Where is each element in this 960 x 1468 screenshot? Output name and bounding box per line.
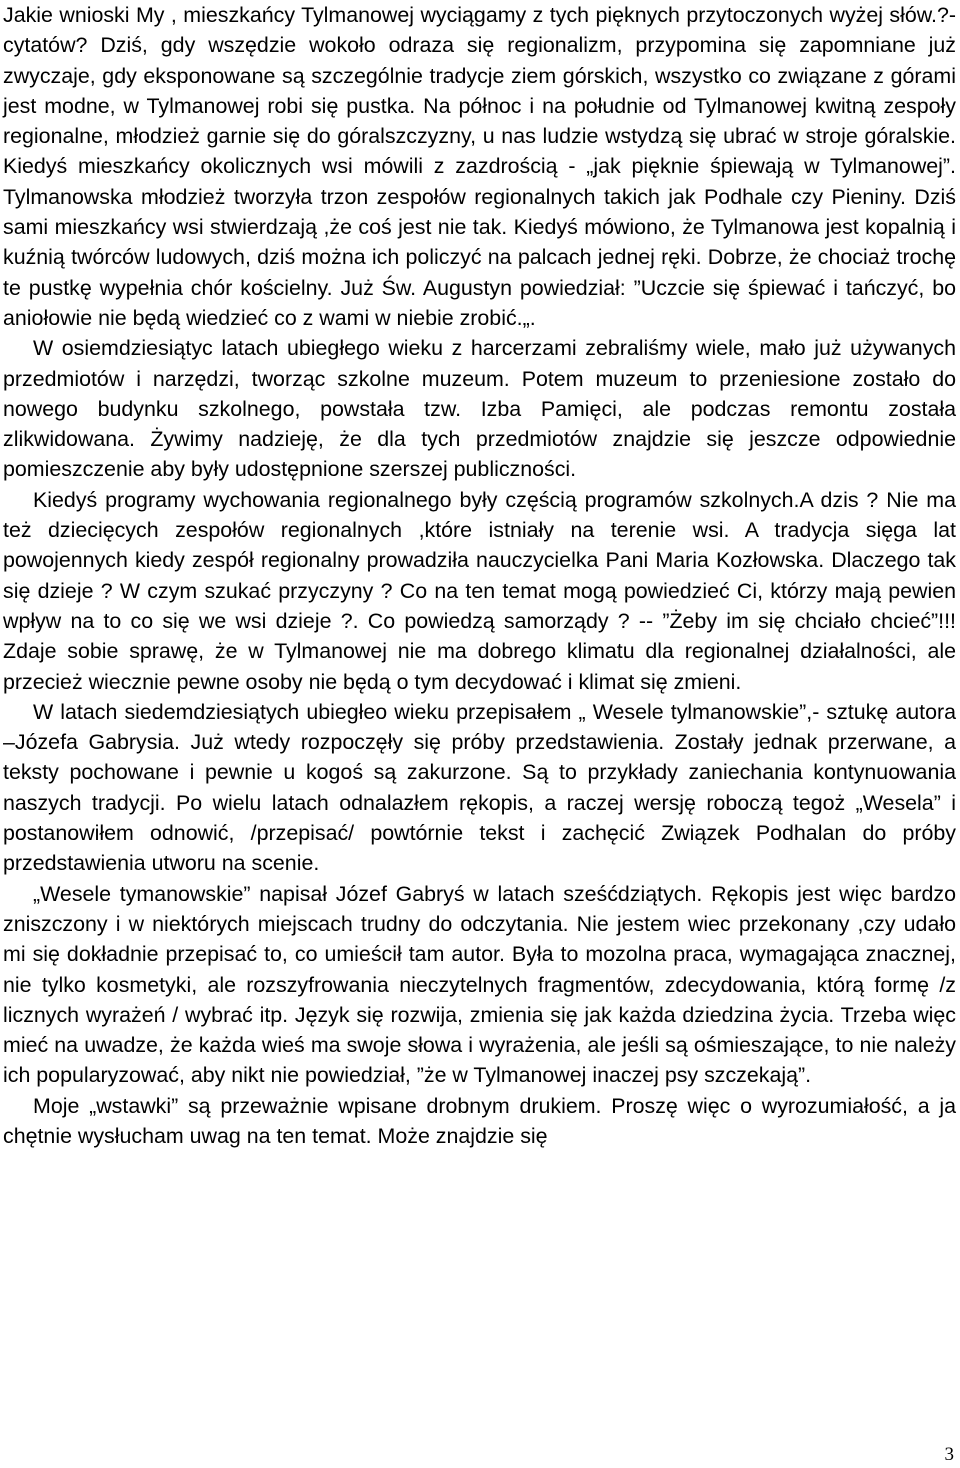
- paragraph-1: Jakie wnioski My , mieszkańcy Tylmanowej wyciągamy z tych pięknych przytoczonych wyżej słów.?-cytatów? Dziś, gdy wszędzie wokoło odraza się regionalizm, przypomina się zapomniane już zwyczaje, gdy eksponowane są szczególnie tradycje ziem górskich, wszystko co związane z górami jest modne, w Tylmanowej robi się pustka. Na północ i na południe od Tylmanowej kwitną zespoły regionalne, młodzież garnie się do góralszczyzny, u nas ludzie wstydzą się ubrać w stroje góralskie. Kiedyś mieszkańcy okolicznych wsi mówili z zazdrością - „jak pięknie śpiewają w Tylmanowej”. Tylmanowska młodzież tworzyła trzon zespołów regionalnych takich jak Podhale czy Pieniny. Dziś sami mieszkańcy wsi stwierdzają ,że coś jest nie tak. Kiedyś mówiono, że Tylmanowa jest kopalnią i kuźnią twórców ludowych, dziś można ich policzyć na palcach jednej ręki. Dobrze, że chociaż trochę te pustkę wypełnia chór kościelny. Już Św. Augustyn powiedział: ”Uczcie się śpiewać i tańczyć, bo aniołowie nie będą wiedzieć co z wami w niebie zrobić.„.: [3, 3, 956, 330]
- paragraph-2: W osiemdziesiątyc latach ubiegłego wieku z harcerzami zebraliśmy wiele, mało już używanych przedmiotów i narzędzi, tworząc szkolne muzeum. Potem muzeum to przeniesione zostało do nowego budynku szkolnego, powstała tzw. Izba Pamięci, ale podczas remontu została zlikwidowana. Żywimy nadzieję, że dla tych przedmiotów znajdzie się jeszcze odpowiednie pomieszczenie aby były udostępnione szerszej publiczności.: [3, 336, 956, 482]
- paragraph-6: Moje „wstawki” są przeważnie wpisane drobnym drukiem. Proszę więc o wyrozumiałość, a ja chętnie wysłucham uwag na ten temat. Może znajdzie się: [3, 1093, 956, 1148]
- paragraph-3: Kiedyś programy wychowania regionalnego były częścią programów szkolnych.A dzis ? Nie ma też dziecięcych zespołów regionalnych ,które istniały na terenie wsi. A tradycja sięga lat powojennych kiedy zespół regionalny prowadziła nauczycielka Pani Maria Kozłowska. Dlaczego tak się dzieje ? W czym szukać przyczyny ? Co na ten temat mogą powiedzieć Ci, którzy mają pewien wpływ na to co się we wsi dzieje ?. Co powiedzą samorządy ? -- ”Żeby im się chciało chcieć”!!! Zdaje sobie sprawę, że w Tylmanowej nie ma dobrego klimatu dla regionalnej działalności, ale przecież wiecznie pewne osoby nie będą o tym decydować i klimat się zmieni.: [3, 487, 956, 694]
- paragraph-4: W latach siedemdziesiątych ubiegłeo wieku przepisałem „ Wesele tylmanowskie”,- sztukę autora –Józefa Gabrysia. Już wtedy rozpoczęły się próby przedstawienia. Zostały jednak przerwane, a teksty pochowane i pewnie u kogoś są zakurzone. Są to przykłady zaniechania kontynuowania naszych tradycji. Po wielu latach odnalazłem rękopis, a raczej wersję roboczą tegoż „Wesela” i postanowiłem odnowić, /przepisać/ powtórnie tekst i zachęcić Związek Podhalan do próby przedstawienia utworu na scenie.: [3, 699, 956, 876]
- document-body: [3, 0, 956, 1151]
- paragraph-5: „Wesele tymanowskie” napisał Józef Gabryś w latach sześćdziątych. Rękopis jest więc bardzo zniszczony i w niektórych miejscach trudny do odczytania. Nie jestem wiec przekonany ,czy udało mi się dokładnie przepisać to, co umieścił tam autor. Była to mozolna praca, wymagająca znacznej, nie tylko kosmetyki, ale rozszyfrowania nieczytelnych fragmentów, zdecydowania, którą formę /z licznych wyrażeń / wybrać itp. Język się rozwija, zmienia się jak każda dziedzina życia. Trzeba więc mieć na uwadze, że każda wieś ma swoje słowa i wyrażenia, ale jeśli są ośmieszające, to nie należy ich popularyzować, aby nikt nie powiedział, ”że w Tylmanowej inaczej psy szczekają”.: [3, 881, 956, 1088]
- page-number: 3: [944, 1444, 954, 1465]
